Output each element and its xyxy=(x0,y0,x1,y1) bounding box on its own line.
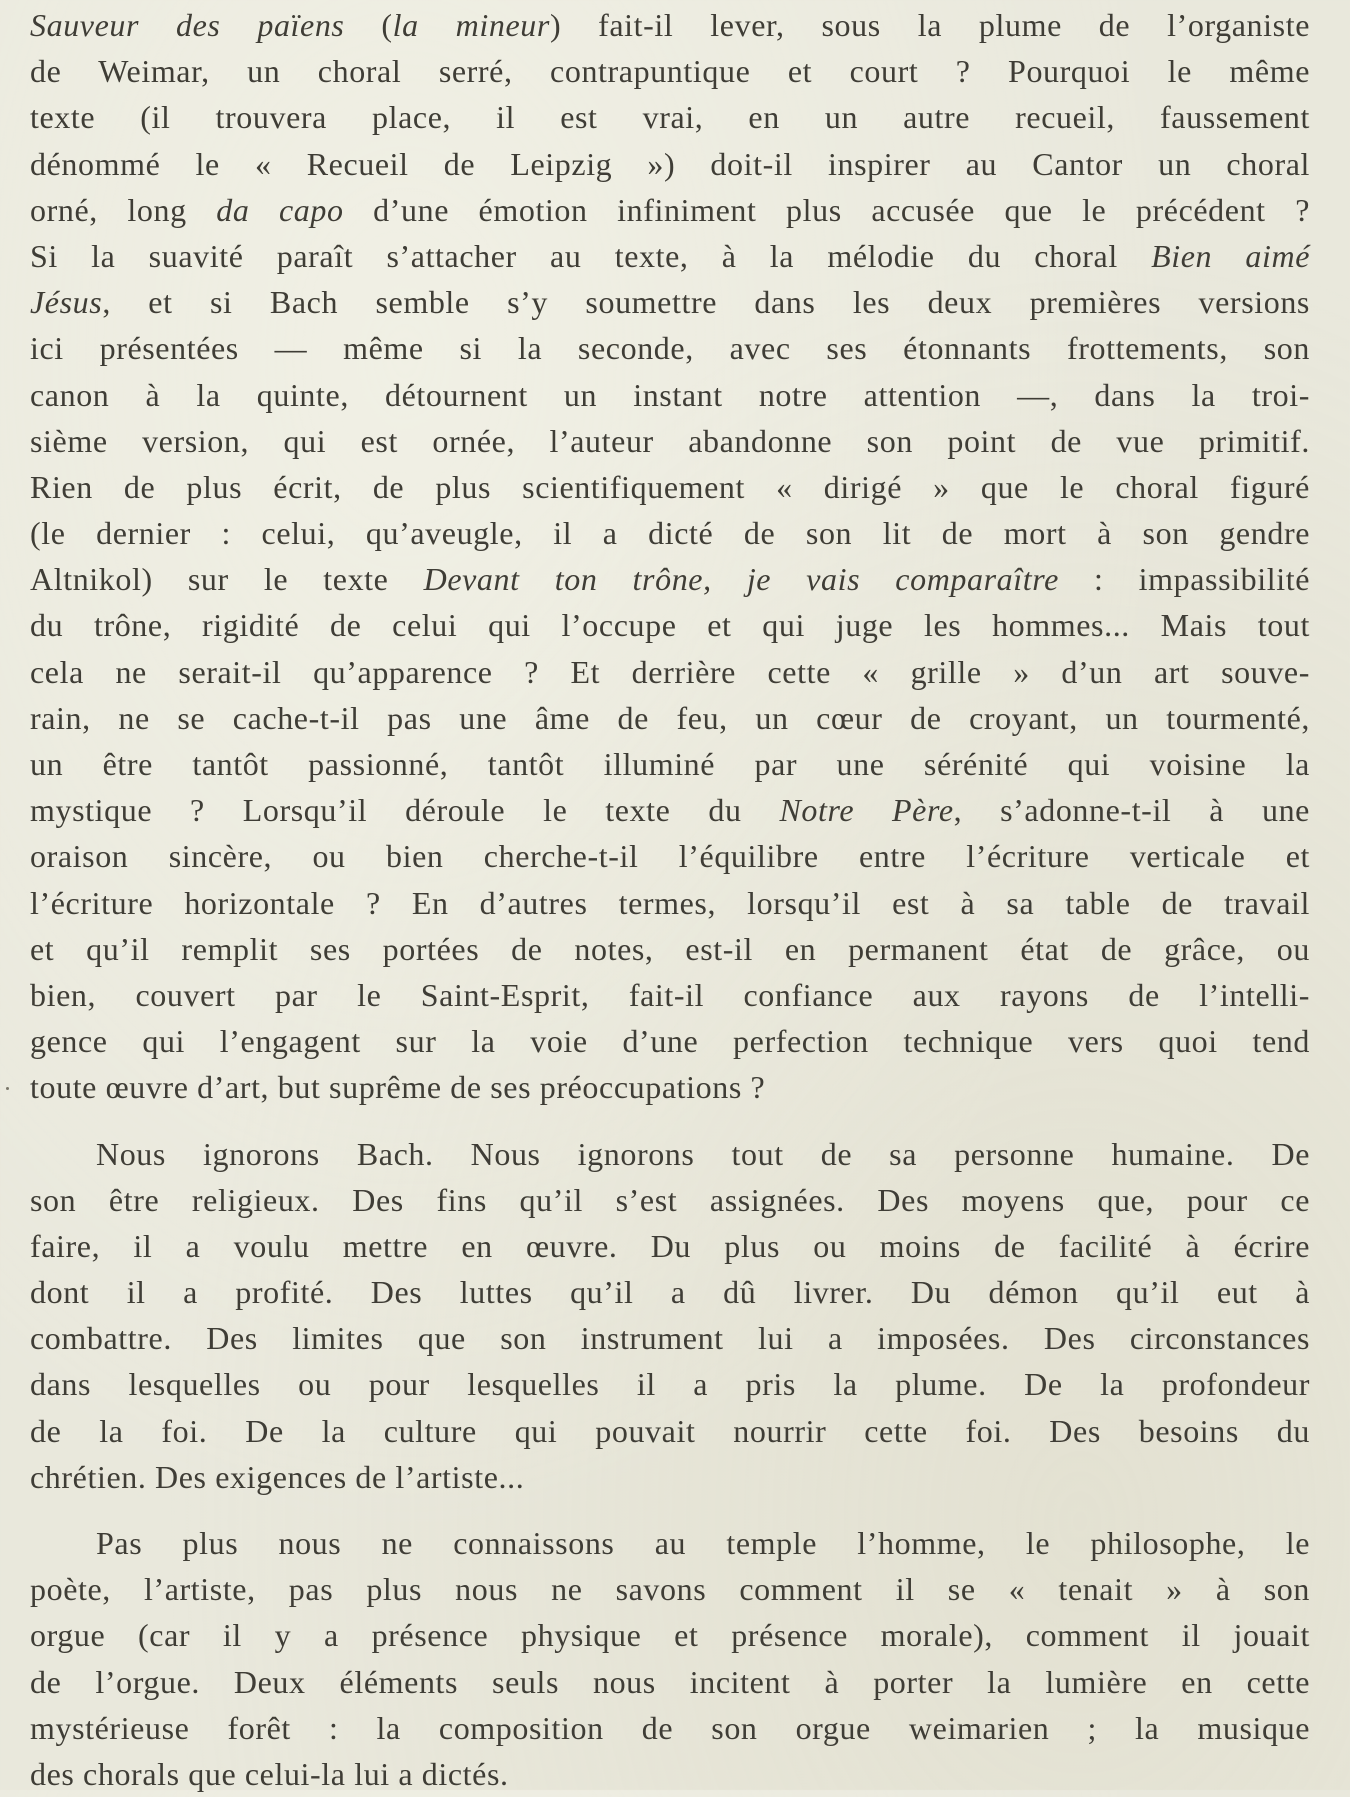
text-line xyxy=(30,279,1310,325)
text-run: combattre. Des limites que son instrument lui a imposées. Des circonstances xyxy=(30,1320,1310,1357)
text-line xyxy=(30,1018,1310,1064)
text-line xyxy=(30,1177,1310,1223)
text-run: , s’adonne-t-il à une xyxy=(953,792,1310,829)
text-run: Pas plus nous ne connaissons au temple l’homme, le philosophe, le xyxy=(96,1525,1310,1561)
text-run: sième version, qui est ornée, l’auteur abandonne son point de vue primitif. xyxy=(30,422,1310,459)
text-run: dont il a profité. Des luttes qu’il a dû livrer. Du démon qu’il eut à xyxy=(30,1274,1310,1311)
text-line xyxy=(30,1315,1310,1361)
paragraph-gap xyxy=(30,1111,1310,1131)
text-line xyxy=(30,1269,1310,1315)
text-line xyxy=(30,926,1310,972)
text-line xyxy=(30,1612,1310,1658)
text-run: d’une émotion infiniment plus accusée que le précédent ? xyxy=(343,191,1311,228)
document-page xyxy=(30,2,1310,1797)
text-run: mystique ? Lorsqu’il déroule le texte du xyxy=(30,792,780,829)
text-run: l’écriture horizontale ? En d’autres termes, lorsqu’il est à sa table de travail xyxy=(30,884,1310,921)
text-run: du trône, rigidité de celui qui l’occupe et qui juge les hommes... Mais tout xyxy=(30,607,1310,644)
paragraph xyxy=(30,1131,1310,1501)
text-line xyxy=(30,1566,1310,1612)
text-run: orné, long xyxy=(30,191,217,228)
text-run: Rien de plus écrit, de plus scientifiquement « dirigé » que le choral figuré xyxy=(30,468,1310,505)
text-line xyxy=(30,510,1310,556)
text-line xyxy=(30,1454,1310,1500)
text-run: rain, ne se cache-t-il pas une âme de feu, un cœur de croyant, un tourmenté, xyxy=(30,699,1310,736)
text-line xyxy=(30,602,1310,648)
text-line xyxy=(30,972,1310,1018)
text-run: Si la suavité paraît s’attacher au texte, à la mélodie du choral xyxy=(30,237,1152,274)
text-line xyxy=(30,141,1310,187)
text-line xyxy=(30,325,1310,371)
text-line xyxy=(30,741,1310,787)
italic-title: da capo xyxy=(216,191,344,228)
text-line xyxy=(30,94,1310,140)
text-run: orgue (car il y a présence physique et présence morale), comment il jouait xyxy=(30,1617,1310,1654)
text-run: oraison sincère, ou bien cherche-t-il l’équilibre entre l’écriture verticale et xyxy=(30,838,1310,875)
text-run: poète, l’artiste, pas plus nous ne savons comment il se « tenait » à son xyxy=(30,1571,1310,1608)
italic-title: Bien aimé xyxy=(1151,237,1310,274)
italic-title: Devant ton trône, je vais comparaître xyxy=(423,561,1059,598)
text-line xyxy=(30,1223,1310,1269)
text-run: de Weimar, un choral serré, contrapuntique et court ? Pourquoi le même xyxy=(30,53,1310,90)
text-line xyxy=(30,1705,1310,1751)
text-run: de la foi. De la culture qui pouvait nourrir cette foi. Des besoins du xyxy=(30,1412,1310,1449)
italic-title: la mineur xyxy=(392,7,550,43)
text-run: cela ne serait-il qu’apparence ? Et derrière cette « grille » d’un art souve- xyxy=(30,653,1310,690)
text-line xyxy=(30,1408,1310,1454)
text-run: de l’orgue. Deux éléments seuls nous incitent à porter la lumière en cette xyxy=(30,1663,1310,1700)
text-line xyxy=(30,787,1310,833)
text-run: ( xyxy=(344,7,393,43)
text-line xyxy=(30,2,1310,48)
paragraph xyxy=(30,2,1310,1111)
paragraph xyxy=(30,1520,1310,1797)
text-line xyxy=(30,1361,1310,1407)
text-run: faire, il a voulu mettre en œuvre. Du plus ou moins de facilité à écrire xyxy=(30,1227,1310,1264)
text-line xyxy=(30,649,1310,695)
text-run: Nous ignorons Bach. Nous ignorons tout de sa personne humaine. De xyxy=(96,1135,1310,1172)
paragraph-gap xyxy=(30,1500,1310,1520)
text-run: ici présentées — même si la seconde, avec ses étonnants frottements, son xyxy=(30,330,1310,367)
italic-title: Notre Père xyxy=(779,792,954,829)
text-line xyxy=(30,880,1310,926)
text-run: des chorals que celui-la lui a dictés. xyxy=(30,1755,509,1792)
text-run: : impassibilité xyxy=(1058,561,1310,598)
text-line xyxy=(30,556,1310,602)
text-run: texte (il trouvera place, il est vrai, en un autre recueil, faussement xyxy=(30,99,1310,136)
text-line xyxy=(30,833,1310,879)
text-line xyxy=(30,464,1310,510)
text-line xyxy=(30,695,1310,741)
text-line xyxy=(30,1064,1310,1110)
text-run: canon à la quinte, détournent un instant notre attention —, dans la troi- xyxy=(30,376,1310,413)
text-line xyxy=(30,1751,1310,1797)
text-run: dénommé le « Recueil de Leipzig ») doit-il inspirer au Cantor un choral xyxy=(30,145,1310,182)
text-line xyxy=(30,233,1310,279)
text-run: bien, couvert par le Saint-Esprit, fait-il confiance aux rayons de l’intelli- xyxy=(30,976,1310,1013)
italic-title: Sauveur des païens xyxy=(30,7,345,43)
text-run: toute œuvre d’art, but suprême de ses préoccupations ? xyxy=(30,1069,766,1106)
text-run: son être religieux. Des fins qu’il s’est assignées. Des moyens que, pour ce xyxy=(30,1181,1310,1218)
italic-title: Jésus xyxy=(30,284,103,321)
text-run: , et si Bach semble s’y soumettre dans les deux premières versions xyxy=(102,284,1310,321)
paper-speck xyxy=(6,1087,9,1090)
body-text xyxy=(30,2,1310,1797)
text-line xyxy=(30,372,1310,418)
text-run: et qu’il remplit ses portées de notes, est-il en permanent état de grâce, ou xyxy=(30,930,1310,967)
text-line xyxy=(30,187,1310,233)
text-run: ) fait-il lever, sous la plume de l’organiste xyxy=(549,7,1310,43)
text-run: Altnikol) sur le texte xyxy=(30,561,424,598)
text-run: gence qui l’engagent sur la voie d’une perfection technique vers quoi tend xyxy=(30,1023,1310,1060)
text-line xyxy=(30,1659,1310,1705)
text-run: chrétien. Des exigences de l’artiste... xyxy=(30,1458,525,1495)
text-run: un être tantôt passionné, tantôt illuminé par une sérénité qui voisine la xyxy=(30,746,1310,782)
text-line xyxy=(30,1131,1310,1177)
text-run: mystérieuse forêt : la composition de son orgue weimarien ; la musique xyxy=(30,1709,1310,1746)
text-run: (le dernier : celui, qu’aveugle, il a dicté de son lit de mort à son gendre xyxy=(30,515,1310,552)
text-line xyxy=(30,418,1310,464)
text-run: dans lesquelles ou pour lesquelles il a pris la plume. De la profondeur xyxy=(30,1366,1310,1403)
text-line xyxy=(30,1520,1310,1566)
text-line xyxy=(30,48,1310,94)
